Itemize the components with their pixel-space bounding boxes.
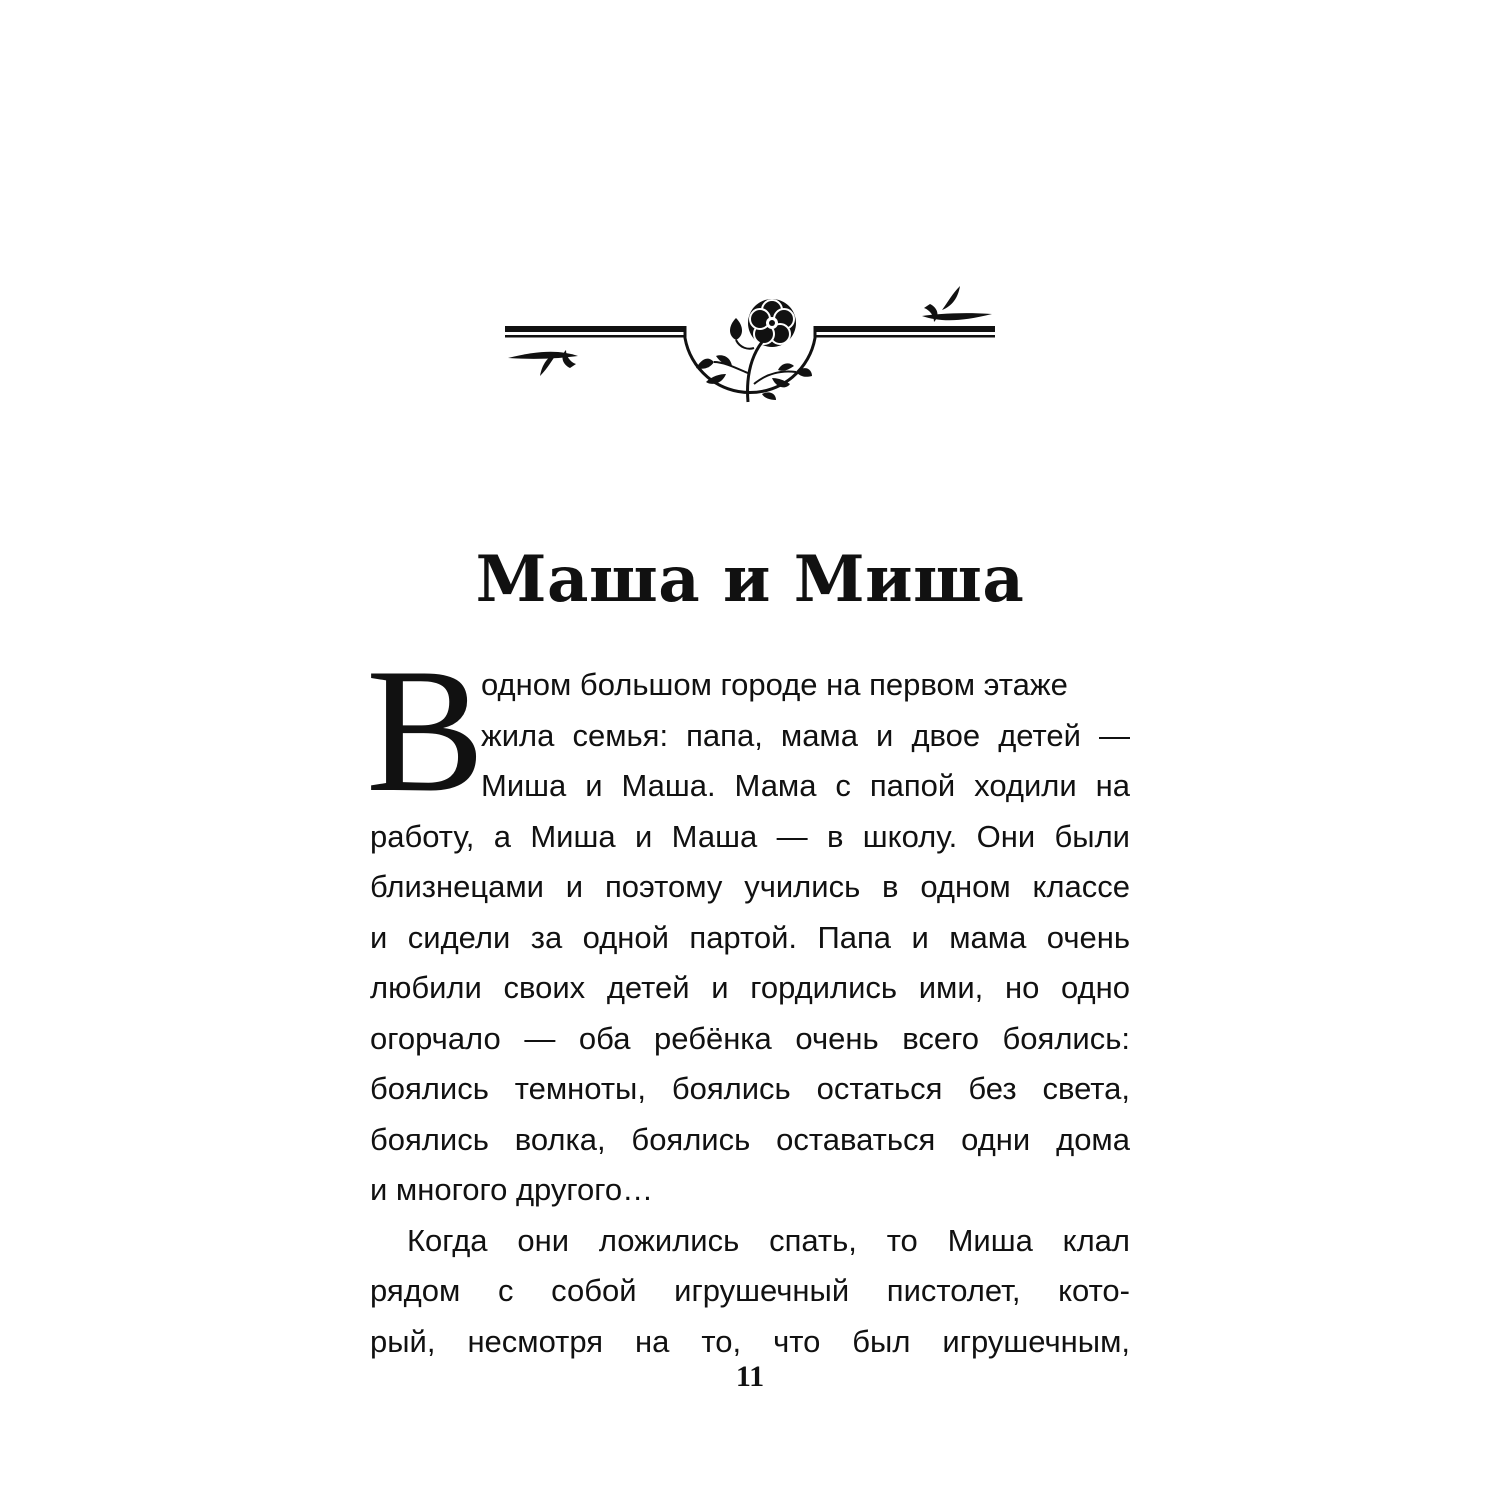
story-line: огорчало — оба ребёнка очень всего боялись: — [370, 1020, 1130, 1056]
story-line: рядом с собой игрушечный пистолет, кото- — [370, 1273, 1130, 1308]
story-line: Миша и Маша. Мама с папой ходили на — [481, 768, 1130, 803]
story-line: и сидели за одной партой. Папа и мама очень — [370, 919, 1130, 955]
story-line: жила семья: папа, мама и двое детей — — [481, 717, 1130, 753]
story-text — [366, 631, 1130, 1367]
story-line: рый, несмотря на то, что был игрушечным, — [370, 1323, 1130, 1359]
floral-ornament — [500, 278, 1000, 414]
story-line: боялись волка, боялись оставаться одни дома — [370, 1121, 1130, 1157]
story-line: Когда они ложились спать, то Миша клал — [407, 1222, 1130, 1258]
chapter-title: Маша и Миша — [475, 542, 1025, 617]
story-line: одном большом городе на первом этаже — [481, 667, 1068, 702]
drop-cap: В — [366, 631, 485, 829]
story-line: и многого другого… — [370, 1172, 654, 1207]
story-line: любили своих детей и гордились ими, но одно — [370, 970, 1130, 1005]
story-line: близнецами и поэтому учились в одном классе — [370, 869, 1130, 904]
page-number: 11 — [735, 1360, 765, 1393]
story-line: боялись темноты, боялись остаться без света, — [370, 1071, 1130, 1106]
story-line: работу, а Миша и Маша — в школу. Они были — [370, 818, 1130, 854]
